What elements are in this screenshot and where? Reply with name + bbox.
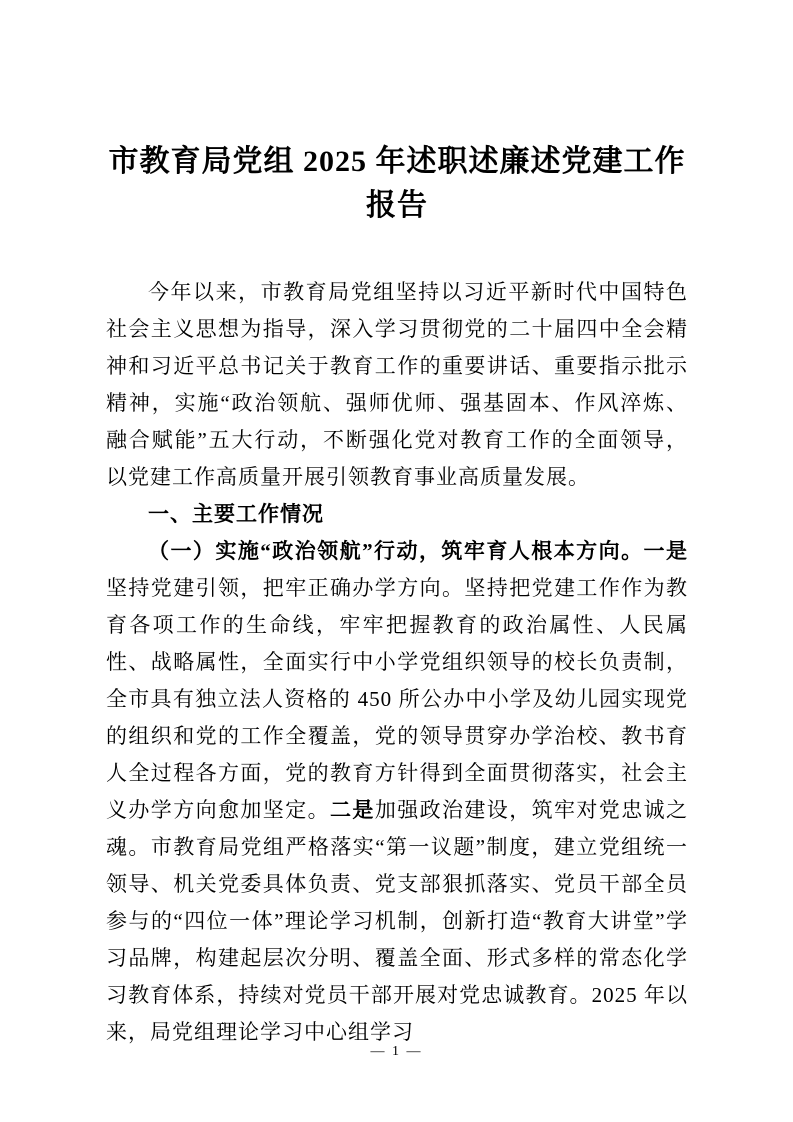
text-run: 一是 [643, 539, 689, 563]
text-run: （一）实施“政治领航”行动，筑牢育人根本方向。 [148, 539, 644, 563]
text-run: 今年以来，市教育局党组坚持以习近平新时代中国特色社会主义思想为指导，深入学习贯彻党的二十届四中全会精神和习近平总书记关于教育工作的重要讲话、重要指示批示精神，实施“政治领航、强师优师、强基固本、作风淬炼、融合赋能”五大行动，不断强化党对教育工作的全面领导，以党建工作高质量开展引领教育事业高质量发展。 [106, 280, 688, 489]
text-run: 坚持党建引领，把牢正确办学方向。坚持把党建工作作为教育各项工作的生命线，牢牢把握教育的政治属性、人民属性、战略属性，全面实行中小学党组织领导的校长负责制，全市具有独立法人资格的 450 所公办中小学及幼儿园实现党的组织和党的工作全覆盖，党的领导贯穿办学治校、教书育人全过程各方面，党的教育方针得到全面贯彻落实，社会主义办学方向愈加坚定。 [106, 576, 688, 822]
page-number: — 1 — [370, 1044, 423, 1059]
text-run: 一、主要工作情况 [148, 502, 324, 526]
text-run: 加强政治建设，筑牢对党忠诚之魂。市教育局党组严格落实“第一议题”制度，建立党组统一领导、机关党委具体负责、党支部狠抓落实、党员干部全员参与的“四位一体”理论学习机制，创新打造“教育大讲堂”学习品牌，构建起层次分明、覆盖全面、形式多样的常态化学习教育体系，持续对党员干部开展对党忠诚教育。2025 年以来，局党组理论学习中心组学习 [106, 798, 689, 1044]
body-paragraph [106, 533, 688, 1051]
body-paragraph [106, 274, 688, 496]
document-body [106, 274, 688, 1051]
document-title: 市教育局党组 2025 年述职述廉述党建工作报告 [108, 145, 686, 222]
section-heading [106, 496, 688, 533]
text-run: 二是 [330, 798, 375, 822]
